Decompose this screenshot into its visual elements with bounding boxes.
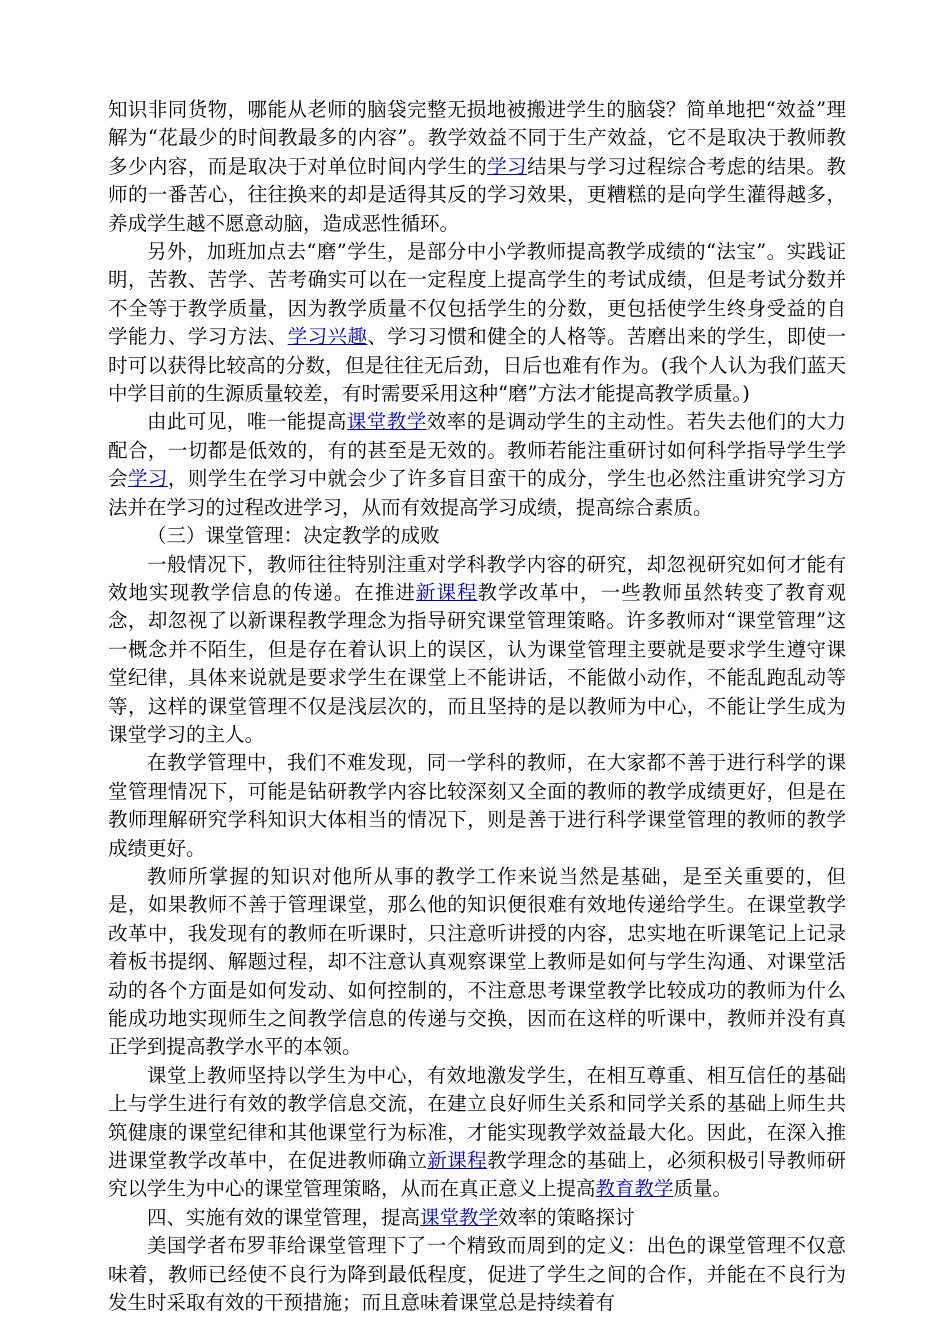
text-segment: 教学改革中，一些教师虽然转变了教育观念，却忽视了以新课程教学理念为指导研究课堂管理策略。许多教师对“课堂管理”这一概念并不陌生，但是存在着认识上的误区，认为课堂管理主要就是要求学生遵守课堂纪律，具体来说就是要求学生在课堂上不能讲话，不能做小动作，不能乱跑乱动等等，这样的课堂管理不仅是浅层次的，而且坚持的是以教师为中心，不能让学生成为课堂学习的主人。 <box>108 580 846 746</box>
keyword-link[interactable]: 教育教学 <box>595 1177 674 1201</box>
body-paragraph <box>108 1232 846 1317</box>
text-segment: 效率的是调动学生的主动性。若失去他们的大力配合，一切都是低效的，有的甚至是无效的。教师若能注重研讨如何科学指导学生学会 <box>108 410 846 491</box>
text-segment: 教师所掌握的知识对他所从事的教学工作来说当然是基础，是至关重要的，但是，如果教师不善于管理课堂，那么他的知识便很难有效地传递给学生。在课堂教学改革中，我发现有的教师在听课时，只注意听讲授的内容，忠实地在听课笔记上记录着板书提纲、解题过程，却不注意认真观察课堂上教师是如何与学生沟通、对课堂活动的各个方面是如何发动、如何控制的，不注意思考课堂教学比较成功的教师为什么能成功地实现师生之间教学信息的传递与交换，因而在这样的听课中，教师并没有真正学到提高教学水平的本领。 <box>108 864 846 1059</box>
text-segment: 由此可见，唯一能提高 <box>147 410 347 434</box>
section-heading <box>108 1204 846 1232</box>
body-paragraph <box>108 96 846 238</box>
keyword-link[interactable]: 新课程 <box>427 1149 488 1173</box>
keyword-link[interactable]: 课堂教学 <box>346 410 427 434</box>
body-paragraph <box>108 551 846 750</box>
text-segment: 另外，加班加点去“磨”学生，是部分中小学教师提高教学成绩的“法宝”。实践证明，苦教、苦学、苦考确实可以在一定程度上提高学生的考试成绩，但是考试分数并不全等于教学质量，因为教学质量不仅包括学生的分数，更包括使学生终身受益的自学能力、学习方法、 <box>108 240 846 349</box>
text-segment: 一般情况下，教师往往特别注重对学科教学内容的研究，却忽视研究如何才能有效地实现教学信息的传递。在推进 <box>108 552 846 604</box>
keyword-link[interactable]: 新课程 <box>415 580 478 604</box>
text-segment: 知识非同货物，哪能从老师的脑袋完整无损地被搬进学生的脑袋？简单地把“效益”理解为“花最少的时间教最多的内容”。教学效益不同于生产效益，它不是取决于教师教多少内容，而是取决于对单位时间内学生的 <box>108 98 846 178</box>
text-segment: 课堂上教师坚持以学生为中心，有效地激发学生，在相互尊重、相互信任的基础上与学生进行有效的教学信息交流，在建立良好师生关系和同学关系的基础上师生共筑健康的课堂纪律和其他课堂行为标准，才能实现教学效益最大化。因此，在深入推进课堂教学改革中，在促进教师确立 <box>108 1063 846 1173</box>
keyword-link[interactable]: 学习兴趣 <box>287 325 368 349</box>
text-segment: 结果与学习过程综合考虑的结果。教师的一番苦心，往往换来的却是适得其反的学习效果，更糟糕的是向学生灌得越多，养成学生越不愿意动脑，造成恶性循环。 <box>108 154 846 235</box>
keyword-link[interactable]: 课堂教学 <box>420 1205 499 1229</box>
text-segment: 、学习习惯和健全的人格等。苦磨出来的学生，即使一时可以获得比较高的分数，但是往往无后劲，日后也难有作为。(我个人认为我们蓝天中学目前的生源质量较差，有时需要采用这种“磨”方法才能提高教学质量。) <box>108 325 846 406</box>
text-segment: 教学理念的基础上，必须积极引导教师研究以学生为中心的课堂管理策略，从而在真正意义上提高 <box>108 1149 846 1201</box>
text-segment: 美国学者布罗菲给课堂管理下了一个精致而周到的定义：出色的课堂管理不仅意味着，教师已经使不良行为降到最低程度，促进了学生之间的合作，并能在不良行为发生时采取有效的干预措施；而且意味着课堂总是持续着有 <box>108 1234 846 1315</box>
section-heading <box>108 522 846 550</box>
body-paragraph <box>108 408 846 522</box>
text-segment: 效率的策略探讨 <box>498 1205 635 1229</box>
body-paragraph <box>108 238 846 408</box>
body-paragraph <box>108 1062 846 1204</box>
text-segment: 四、实施有效的课堂管理，提高 <box>147 1205 421 1229</box>
keyword-link[interactable]: 学习 <box>487 154 528 178</box>
document-page <box>108 96 846 1317</box>
body-paragraph <box>108 863 846 1062</box>
text-segment: 在教学管理中，我们不难发现，同一学科的教师，在大家都不善于进行科学的课堂管理情况下，可能是钻研教学内容比较深刻又全面的教师的教学成绩更好，但是在教师理解研究学科知识大体相当的情况下，则是善于进行科学课堂管理的教师的教学成绩更好。 <box>108 751 846 860</box>
keyword-link[interactable]: 学习 <box>127 467 168 491</box>
text-segment: （三）课堂管理：决定教学的成败 <box>147 524 440 548</box>
body-paragraph <box>108 749 846 863</box>
text-segment: 质量。 <box>673 1177 733 1201</box>
text-segment: ，则学生在学习中就会少了许多盲目蛮干的成分，学生也必然注重讲究学习方法并在学习的过程改进学习，从而有效提高学习成绩，提高综合素质。 <box>108 467 846 519</box>
